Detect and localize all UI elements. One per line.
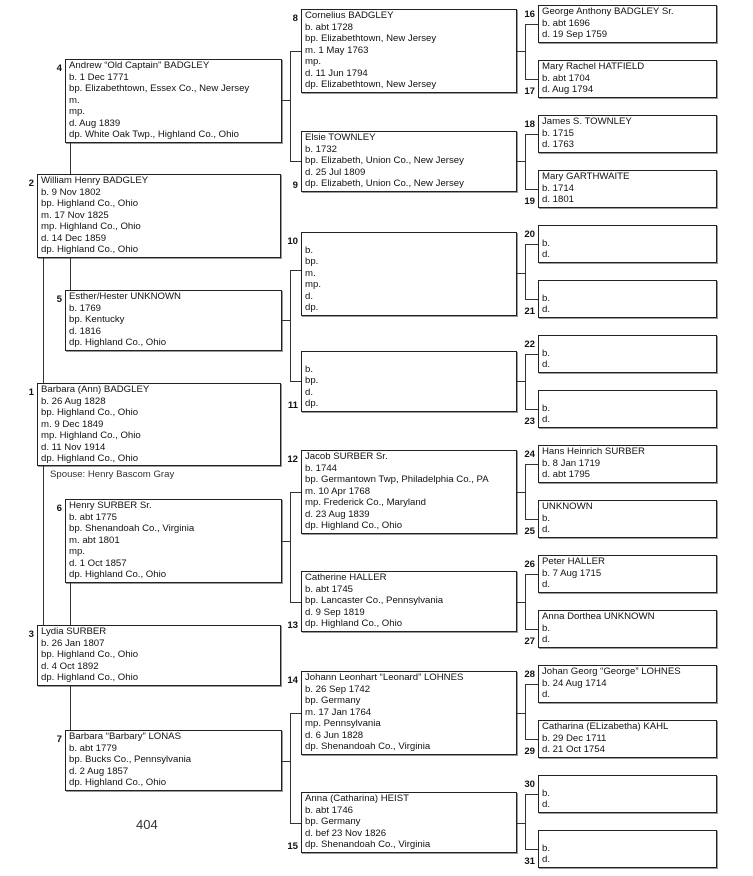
person-number: 1 (28, 387, 34, 398)
person-fact: dp. Highland Co., Ohio (41, 453, 139, 464)
person-fact: b. (542, 787, 551, 799)
person-number: 25 (524, 526, 535, 537)
connector-line (525, 244, 538, 245)
person-number: 23 (524, 416, 535, 427)
person-fact: b. 7 Aug 1715 (542, 567, 602, 579)
person-fact: d. (542, 689, 551, 700)
person-name: Catharina (ELizabetha) KAHL (542, 721, 669, 732)
connector-line (290, 713, 301, 714)
person-fact: b. 26 Aug 1828 (41, 395, 106, 407)
person-fact: d. 4 Oct 1892 (41, 660, 99, 672)
person-fact: d. (305, 386, 314, 398)
connector-line (525, 189, 538, 190)
person-fact: d. 25 Jul 1809 (305, 166, 366, 178)
connector-line (290, 51, 301, 52)
person-fact: bp. Elizabethtown, New Jersey (305, 33, 437, 44)
person-fact: d. (542, 799, 551, 810)
person-name (539, 776, 716, 788)
person-fact: b. 29 Dec 1711 (542, 732, 607, 744)
person-fact: d. 23 Aug 1839 (305, 508, 370, 520)
person-fact: d. (542, 249, 551, 260)
connector-line (525, 354, 538, 355)
person-fact: d. 1801 (542, 194, 575, 205)
person-box-2 (37, 174, 281, 258)
connector-line (290, 492, 301, 493)
connector-line (525, 79, 538, 80)
person-number: 16 (524, 9, 535, 20)
person-box-6 (65, 499, 282, 583)
person-fact: bp. Bucks Co., Pennsylvania (69, 754, 192, 765)
person-fact: b. abt 1696 (542, 17, 591, 29)
person-fact: b. 9 Nov 1802 (41, 186, 101, 198)
connector-line (525, 794, 538, 795)
person-number: 11 (287, 400, 298, 411)
person-box-14 (301, 671, 517, 755)
person-name: Andrew “Old Captain” BADGLEY (69, 60, 210, 71)
person-box-20 (538, 225, 717, 263)
connector-line (290, 381, 301, 382)
person-name (539, 281, 716, 293)
person-fact: b. (542, 292, 551, 304)
connector-line (517, 51, 526, 52)
person-number: 12 (287, 454, 298, 465)
person-fact: b. 24 Aug 1714 (542, 677, 607, 689)
person-number: 6 (56, 503, 62, 514)
person-number: 2 (28, 178, 34, 189)
connector-line (525, 794, 526, 849)
person-name: Barbara (Ann) BADGLEY (41, 384, 150, 395)
person-name (539, 226, 716, 238)
person-fact: b. abt 1728 (305, 21, 354, 33)
connector-line (282, 320, 291, 321)
person-number: 5 (56, 294, 62, 305)
connector-line (290, 823, 301, 824)
person-box-4 (65, 59, 282, 143)
person-fact: b. 1 Dec 1771 (69, 71, 129, 83)
person-number: 27 (524, 636, 535, 647)
connector-line (517, 713, 526, 714)
person-number: 3 (28, 629, 34, 640)
person-fact: d. bef 23 Nov 1826 (305, 827, 387, 839)
person-number: 18 (524, 119, 535, 130)
person-number: 30 (524, 779, 535, 790)
connector-line (517, 273, 526, 274)
person-fact: bp. Lancaster Co., Pennsylvania (305, 595, 444, 606)
connector-line (282, 100, 291, 101)
person-fact: bp. Kentucky (69, 314, 125, 325)
person-number: 21 (524, 306, 535, 317)
person-name: William Henry BADGLEY (41, 175, 149, 186)
person-fact: b. (542, 402, 551, 414)
person-fact: d. (542, 524, 551, 535)
person-name: Hans Heinrich SURBER (542, 446, 645, 457)
person-fact: d. (542, 854, 551, 865)
person-number: 28 (524, 669, 535, 680)
connector-line (525, 684, 526, 739)
connector-line (525, 244, 526, 299)
connector-line (525, 134, 538, 135)
person-fact: d. Aug 1839 (69, 117, 121, 129)
person-fact: b. abt 1775 (69, 511, 118, 523)
connector-line (282, 541, 291, 542)
person-number: 14 (287, 675, 298, 686)
person-number: 29 (524, 746, 535, 757)
person-number: 19 (524, 196, 535, 207)
person-fact: b. 1715 (542, 127, 575, 139)
person-fact: m. (305, 267, 316, 279)
person-fact: d. (542, 304, 551, 315)
person-fact: m. 17 Jan 1764 (305, 706, 372, 718)
person-number: 31 (524, 856, 535, 867)
person-box-5 (65, 290, 282, 351)
person-box-3 (37, 625, 281, 686)
person-fact: d. (542, 579, 551, 590)
person-box-30 (538, 775, 717, 813)
person-box-18 (538, 115, 717, 153)
person-box-11 (301, 351, 517, 412)
person-name (302, 233, 516, 245)
person-fact: b. 1732 (305, 143, 338, 155)
connector-line (525, 849, 538, 850)
connector-line (290, 51, 291, 161)
person-name (539, 391, 716, 403)
person-fact: m. abt 1801 (69, 534, 120, 546)
person-fact: b. (305, 363, 314, 375)
person-box-17 (538, 60, 717, 98)
person-number: 7 (56, 734, 62, 745)
person-name: Peter HALLER (542, 556, 605, 567)
person-fact: dp. White Oak Twp., Highland Co., Ohio (69, 129, 239, 140)
person-name (539, 831, 716, 843)
person-fact: d. 6 Jun 1828 (305, 729, 364, 741)
connector-line (517, 823, 526, 824)
connector-line (525, 409, 538, 410)
connector-line (43, 258, 44, 383)
person-fact: bp. Germantown Twp, Philadelphia Co., PA (305, 474, 489, 485)
person-fact: b. (542, 512, 551, 524)
person-fact: dp. (305, 302, 319, 313)
person-fact: d. (542, 414, 551, 425)
person-fact: b. abt 1704 (542, 72, 591, 84)
connector-line (290, 161, 301, 162)
person-fact: d. 1763 (542, 139, 575, 150)
person-fact: b. abt 1745 (305, 583, 354, 595)
person-fact: mp. Pennsylvania (305, 718, 381, 729)
connector-line (525, 739, 538, 740)
connector-line (517, 492, 526, 493)
person-fact: m. 17 Nov 1825 (41, 209, 109, 221)
person-number: 24 (524, 449, 535, 460)
person-number: 10 (287, 236, 298, 247)
person-fact: b. 1744 (305, 462, 338, 474)
person-fact: dp. Shenandoah Co., Virginia (305, 839, 431, 850)
person-fact: dp. Highland Co., Ohio (41, 672, 139, 683)
person-box-13 (301, 571, 517, 632)
person-number: 22 (524, 339, 535, 350)
person-box-10 (301, 232, 517, 316)
person-fact: d. 11 Jun 1794 (305, 67, 368, 79)
person-name: Mary GARTHWAITE (542, 171, 630, 182)
person-fact: mp. Highland Co., Ohio (41, 430, 141, 441)
person-fact: d. 14 Dec 1859 (41, 232, 107, 244)
connector-line (290, 270, 291, 381)
person-fact: m. 9 Dec 1849 (41, 418, 104, 430)
person-box-1 (37, 383, 281, 466)
person-fact: d. 1816 (69, 325, 102, 337)
person-fact: m. 10 Apr 1768 (305, 485, 371, 497)
person-box-19 (538, 170, 717, 208)
connector-line (290, 492, 291, 602)
connector-line (517, 602, 526, 603)
person-fact: b. 1714 (542, 182, 575, 194)
person-fact: dp. Highland Co., Ohio (69, 777, 167, 788)
connector-line (525, 684, 538, 685)
person-fact: b. 1769 (69, 302, 102, 314)
person-fact: b. (542, 347, 551, 359)
connector-line (70, 258, 71, 290)
person-fact: b. 8 Jan 1719 (542, 457, 601, 469)
person-name: Catherine HALLER (305, 572, 387, 583)
person-fact: mp. (305, 56, 321, 67)
person-name: Henry SURBER Sr. (69, 500, 152, 511)
connector-line (70, 583, 71, 625)
person-fact: bp. Highland Co., Ohio (41, 407, 139, 418)
person-fact: d. 2 Aug 1857 (69, 765, 129, 777)
person-fact: bp. Elizabeth, Union Co., New Jersey (305, 155, 464, 166)
person-fact: mp. (69, 546, 85, 557)
connector-line (525, 464, 538, 465)
person-name: Johann Leonhart “Leonard” LOHNES (305, 672, 464, 683)
connector-line (70, 686, 71, 730)
person-name: Johan Georg “George” LOHNES (542, 666, 681, 677)
person-fact: dp. Highland Co., Ohio (305, 520, 403, 531)
person-name: Jacob SURBER Sr. (305, 451, 388, 462)
person-fact: dp. Highland Co., Ohio (69, 569, 167, 580)
person-number: 9 (292, 180, 298, 191)
person-fact: mp. Highland Co., Ohio (41, 221, 141, 232)
person-fact: b. 26 Jan 1807 (41, 637, 105, 649)
person-box-12 (301, 450, 517, 534)
person-fact: b. abt 1779 (69, 742, 118, 754)
person-fact: b. (542, 237, 551, 249)
person-fact: bp. Germany (305, 695, 361, 706)
person-fact: dp. Elizabethtown, New Jersey (305, 79, 437, 90)
person-box-15 (301, 792, 517, 853)
connector-line (290, 270, 301, 271)
person-name: Anna (Catharina) HEIST (305, 793, 409, 804)
person-name: James S. TOWNLEY (542, 116, 632, 127)
person-number: 8 (292, 13, 298, 24)
person-fact: m. (69, 94, 80, 106)
person-fact: bp. (305, 256, 319, 267)
person-fact: dp. (305, 398, 319, 409)
person-box-27 (538, 610, 717, 648)
person-name (539, 336, 716, 348)
person-fact: d. 21 Oct 1754 (542, 744, 605, 755)
person-box-23 (538, 390, 717, 428)
person-name: George Anthony BADGLEY Sr. (542, 6, 674, 17)
person-name: Elsie TOWNLEY (305, 132, 376, 143)
person-fact: b. 26 Sep 1742 (305, 683, 371, 695)
person-box-7 (65, 730, 282, 791)
person-fact: b. (542, 842, 551, 854)
connector-line (517, 381, 526, 382)
person-fact: d. (305, 290, 314, 302)
person-name: Esther/Hester UNKNOWN (69, 291, 181, 302)
person-fact: m. 1 May 1763 (305, 44, 369, 56)
person-number: 15 (287, 841, 298, 852)
person-fact: mp. (305, 279, 321, 290)
person-fact: d. abt 1795 (542, 469, 591, 480)
person-box-29 (538, 720, 717, 758)
person-box-25 (538, 500, 717, 538)
person-number: 13 (287, 620, 298, 631)
connector-line (282, 761, 291, 762)
connector-line (525, 629, 538, 630)
person-name: UNKNOWN (542, 501, 593, 512)
person-fact: bp. Shenandoah Co., Virginia (69, 523, 195, 534)
connector-line (290, 713, 291, 823)
person-name: Anna Dorthea UNKNOWN (542, 611, 655, 622)
person-fact: d. Aug 1794 (542, 84, 594, 95)
connector-line (70, 143, 71, 174)
person-number: 26 (524, 559, 535, 570)
person-number: 4 (56, 63, 62, 74)
connector-line (525, 574, 538, 575)
person-box-21 (538, 280, 717, 318)
person-number: 20 (524, 229, 535, 240)
connector-line (290, 602, 301, 603)
person-box-9 (301, 131, 517, 192)
person-fact: bp. (305, 375, 319, 386)
person-fact: b. abt 1746 (305, 804, 354, 816)
person-fact: bp. Highland Co., Ohio (41, 649, 139, 660)
person-fact: bp. Highland Co., Ohio (41, 198, 139, 209)
person-fact: bp. Germany (305, 816, 361, 827)
person-box-28 (538, 665, 717, 703)
person-box-26 (538, 555, 717, 593)
connector-line (43, 466, 44, 625)
person-fact: b. (305, 244, 314, 256)
person-fact: d. (542, 359, 551, 370)
person-fact: d. (542, 634, 551, 645)
person-fact: b. (542, 622, 551, 634)
person-box-24 (538, 445, 717, 483)
person-fact: dp. Elizabeth, Union Co., New Jersey (305, 178, 464, 189)
person-name (302, 352, 516, 364)
spouse-note: Spouse: Henry Bascom Gray (50, 469, 175, 480)
connector-line (525, 519, 538, 520)
person-fact: d. 1 Oct 1857 (69, 557, 127, 569)
person-box-16 (538, 5, 717, 43)
person-name: Barbara “Barbary” LONAS (69, 731, 181, 742)
person-box-22 (538, 335, 717, 373)
person-name: Cornelius BADGLEY (305, 10, 394, 21)
person-name: Mary Rachel HATFIELD (542, 61, 645, 72)
person-box-8 (301, 9, 517, 93)
person-name: Lydia SURBER (41, 626, 107, 637)
person-fact: dp. Highland Co., Ohio (305, 618, 403, 629)
page-number: 404 (136, 817, 158, 832)
person-fact: d. 19 Sep 1759 (542, 29, 608, 40)
connector-line (525, 299, 538, 300)
person-fact: dp. Highland Co., Ohio (69, 337, 167, 348)
person-fact: mp. (69, 106, 85, 117)
person-fact: dp. Shenandoah Co., Virginia (305, 741, 431, 752)
person-fact: mp. Frederick Co., Maryland (305, 497, 427, 508)
person-fact: d. 9 Sep 1819 (305, 606, 365, 618)
connector-line (525, 24, 538, 25)
person-fact: d. 11 Nov 1914 (41, 441, 106, 453)
person-number: 17 (524, 86, 535, 97)
connector-line (517, 161, 526, 162)
person-fact: dp. Highland Co., Ohio (41, 244, 139, 255)
person-box-31 (538, 830, 717, 868)
person-fact: bp. Elizabethtown, Essex Co., New Jersey (69, 83, 250, 94)
